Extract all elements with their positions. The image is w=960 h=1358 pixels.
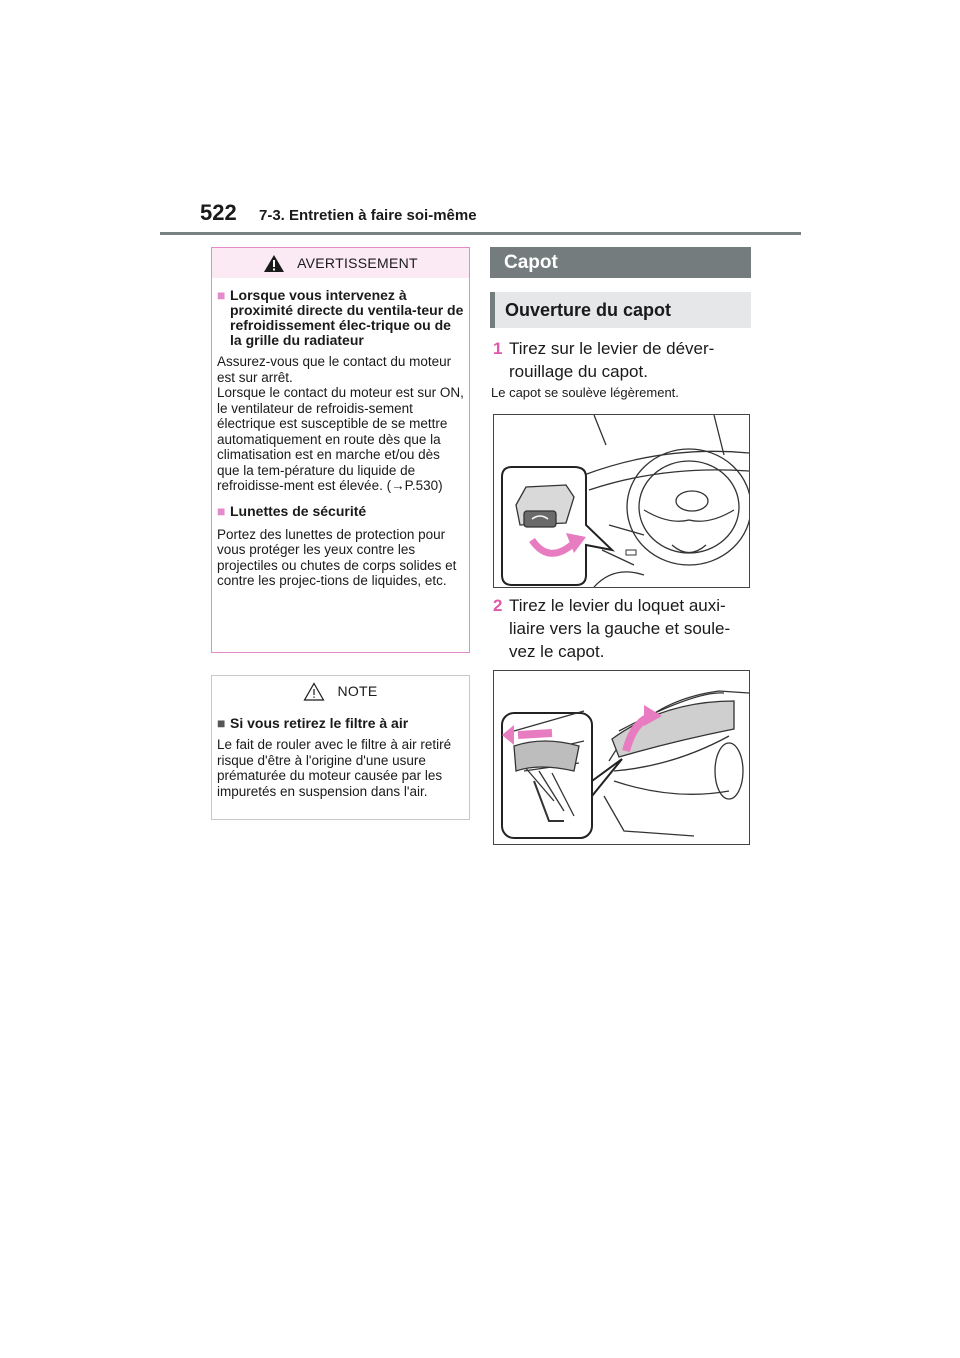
warning-box bbox=[211, 247, 470, 653]
hood-release-illustration bbox=[493, 414, 750, 588]
bullet-square-icon: ■ bbox=[217, 287, 226, 303]
warning-item-title: ■ Lorsque vous intervenez à proximité directe du ventila-teur de refroidissement élec-trique ou de la grille du radiateur bbox=[217, 287, 464, 348]
bullet-square-icon: ■ bbox=[217, 502, 226, 519]
step-2: 2 Tirez le levier du loquet auxi-liaire vers la gauche et soule-vez le capot. bbox=[493, 596, 731, 661]
note-item-title: ■ Si vous retirez le filtre à air bbox=[217, 715, 409, 731]
warning-icon bbox=[263, 254, 285, 273]
warning-item-text: Portez des lunettes de protection pour vous protéger les yeux contre les projectiles ou chutes de corps solides et contre les projec-tions de liquides, etc. bbox=[217, 526, 457, 588]
step-caption: Le capot se soulève légèrement. bbox=[491, 385, 679, 400]
step-1: 1 Tirez sur le levier de déver-rouillage du capot. bbox=[493, 339, 715, 381]
warning-header bbox=[212, 248, 469, 278]
warning-title: AVERTISSEMENT bbox=[297, 255, 418, 271]
hood-latch-illustration bbox=[493, 670, 750, 845]
note-box bbox=[211, 675, 470, 820]
warning-item-text: Assurez-vous que le contact du moteur est sur arrêt. Lorsque le contact du moteur est sur ON, le ventilateur de refroidis-sement électrique est susceptible de se mettre automatiquement en route dès que la climatisation est en marche et/ou dès que la tem-pérature du liquide de refroidisse-ment est élevée. (→P.530) bbox=[217, 354, 464, 493]
note-title: NOTE bbox=[337, 683, 378, 699]
page-number: 522 bbox=[200, 200, 237, 225]
capot-banner: Capot bbox=[490, 247, 751, 278]
caution-outline-icon bbox=[303, 682, 325, 701]
header-rule bbox=[160, 232, 801, 235]
bullet-square-icon: ■ bbox=[217, 715, 226, 731]
note-item-text: Le fait de rouler avec le filtre à air retiré risque d'être à l'origine d'une usure prématurée du moteur causée par les impuretés en suspension dans l'air. bbox=[217, 737, 452, 799]
section-title: 7-3. Entretien à faire soi-même bbox=[259, 207, 477, 224]
warning-item-title: ■ Lunettes de sécurité bbox=[217, 502, 367, 519]
subheading: Ouverture du capot bbox=[490, 292, 751, 328]
note-header bbox=[212, 676, 469, 706]
